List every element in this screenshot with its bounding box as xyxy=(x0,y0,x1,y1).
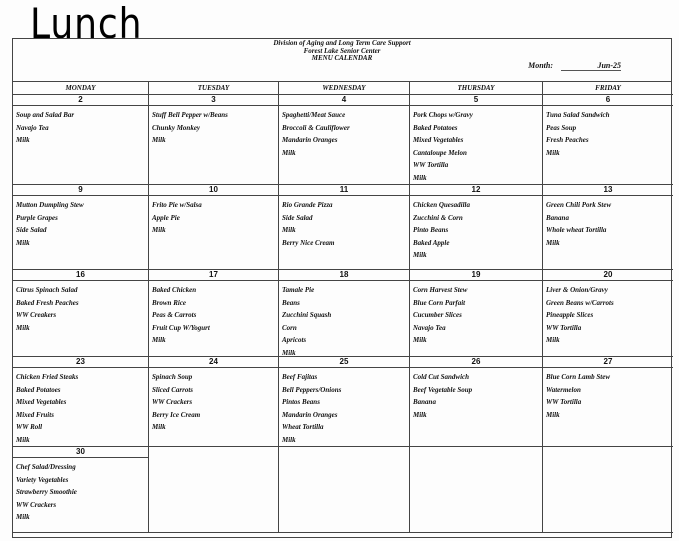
date-number: 25 xyxy=(279,357,409,368)
menu-item: Banana xyxy=(413,398,436,407)
day-header-wednesday: WEDNESDAY xyxy=(279,82,410,95)
menu-calendar-sheet xyxy=(12,38,672,538)
menu-item: Baked Apple xyxy=(413,238,450,247)
day-cell xyxy=(279,447,410,533)
menu-item: Watermelon xyxy=(546,385,581,394)
header-center: Forest Lake Senior Center xyxy=(303,46,381,55)
menu-item: Corn xyxy=(282,323,297,332)
menu-item-list xyxy=(410,281,542,347)
menu-item: Milk xyxy=(546,148,560,157)
menu-item: Baked Potatoes xyxy=(413,123,458,132)
calendar-grid xyxy=(13,81,671,533)
day-cell xyxy=(410,357,543,447)
menu-item-list xyxy=(149,281,278,347)
menu-item: Apple Pie xyxy=(152,213,180,222)
day-cell xyxy=(410,270,543,357)
menu-item-list xyxy=(279,196,409,249)
menu-item: Whole wheat Tortilla xyxy=(546,226,607,235)
menu-item: Peas & Carrots xyxy=(152,311,197,320)
day-cell xyxy=(13,447,149,533)
menu-item: WW Crackers xyxy=(152,398,193,407)
menu-item: WW Tortilla xyxy=(413,161,449,170)
menu-item: Peas Soup xyxy=(546,123,577,132)
menu-item: Mixed Vegetables xyxy=(16,398,67,407)
menu-item: Variety Vegetables xyxy=(16,475,69,484)
menu-item-list xyxy=(410,447,542,450)
menu-item: WW Tortilla xyxy=(546,323,582,332)
menu-item: Baked Potatoes xyxy=(16,385,61,394)
menu-item: Milk xyxy=(413,410,427,419)
date-number: 3 xyxy=(149,95,278,106)
day-cell xyxy=(410,447,543,533)
menu-item: Mutton Dumpling Stew xyxy=(16,201,84,209)
menu-item: Blue Corn Lamb Stew xyxy=(546,373,610,381)
menu-item: Mandarin Oranges xyxy=(282,410,338,419)
menu-item: Spinach Soup xyxy=(152,373,193,381)
menu-item: Pork Chops w/Gravy xyxy=(413,111,473,119)
menu-item: Milk xyxy=(546,238,560,247)
menu-item: Apricots xyxy=(282,336,307,345)
day-header-monday: MONDAY xyxy=(13,82,149,95)
date-number: 20 xyxy=(543,270,673,281)
menu-item: Mixed Fruits xyxy=(16,410,54,419)
date-number: 9 xyxy=(13,185,148,196)
menu-item: Milk xyxy=(282,348,296,357)
date-number: 11 xyxy=(279,185,409,196)
menu-item: Pintos Beans xyxy=(282,398,320,407)
menu-item: Blue Corn Parfait xyxy=(413,298,466,307)
day-cell xyxy=(149,357,279,447)
menu-item: Chicken Quesadilla xyxy=(413,201,470,209)
day-header-thursday: THURSDAY xyxy=(410,82,543,95)
menu-item: Zucchini & Corn xyxy=(413,213,463,222)
menu-item: Green Beans w/Carrots xyxy=(546,298,614,307)
menu-item-list xyxy=(13,281,148,334)
menu-item: Side Salad xyxy=(282,213,313,222)
menu-item: Milk xyxy=(546,410,560,419)
day-header-tuesday: TUESDAY xyxy=(149,82,279,95)
menu-item: Mixed Vegetables xyxy=(413,136,464,145)
day-cell xyxy=(149,95,279,185)
menu-item: Milk xyxy=(16,513,30,522)
menu-item: WW Roll xyxy=(16,423,43,432)
menu-item: Milk xyxy=(546,336,560,345)
menu-item-list xyxy=(149,196,278,237)
menu-item-list xyxy=(410,368,542,421)
menu-item: Milk xyxy=(282,435,296,444)
menu-item: Cucumber Slices xyxy=(413,311,462,320)
menu-item: Strawberry Smoothie xyxy=(16,488,77,497)
menu-item: Cold Cut Sandwich xyxy=(413,373,470,381)
menu-item: Liver & Onion/Gravy xyxy=(546,286,608,294)
menu-item-list xyxy=(279,447,409,450)
day-cell xyxy=(149,447,279,533)
menu-item: Milk xyxy=(413,173,427,182)
menu-item: Fruit Cup W/Yogurt xyxy=(152,323,210,332)
date-number: 24 xyxy=(149,357,278,368)
date-number: 13 xyxy=(543,185,673,196)
header-agency: Division of Aging and Long Term Care Support xyxy=(273,39,411,47)
day-cell xyxy=(13,270,149,357)
day-cell xyxy=(543,357,673,447)
menu-item: Bell Peppers/Onions xyxy=(282,385,342,394)
day-cell xyxy=(543,95,673,185)
menu-item-list xyxy=(279,368,409,447)
menu-item-list xyxy=(543,281,673,347)
menu-item: Stuff Bell Pepper w/Beans xyxy=(152,111,228,119)
menu-item: Milk xyxy=(282,148,296,157)
date-number: 5 xyxy=(410,95,542,106)
menu-item: WW Creakers xyxy=(16,311,57,320)
menu-item-list xyxy=(149,447,278,450)
menu-item: Milk xyxy=(413,251,427,260)
menu-item: Milk xyxy=(16,136,30,145)
day-cell xyxy=(279,95,410,185)
date-number: 6 xyxy=(543,95,673,106)
day-cell xyxy=(13,357,149,447)
menu-item: Tuna Salad Sandwich xyxy=(546,111,610,119)
menu-item: Beef Fajitas xyxy=(282,373,318,381)
date-number: 26 xyxy=(410,357,542,368)
menu-item: Chef Salad/Dressing xyxy=(16,463,76,471)
menu-item: Chicken Fried Steaks xyxy=(16,373,79,381)
date-number: 12 xyxy=(410,185,542,196)
menu-item-list xyxy=(13,196,148,249)
day-cell xyxy=(543,185,673,270)
menu-item: Corn Harvest Stew xyxy=(413,286,468,294)
menu-item-list xyxy=(543,106,673,159)
menu-item: Baked Chicken xyxy=(152,286,197,294)
menu-item: Sliced Carrots xyxy=(152,385,194,394)
menu-item: Wheat Tortilla xyxy=(282,423,324,432)
calendar-header xyxy=(13,39,671,63)
menu-item-list xyxy=(149,368,278,434)
date-number: 2 xyxy=(13,95,148,106)
menu-item: Purple Grapes xyxy=(16,213,58,222)
menu-item-list xyxy=(410,196,542,262)
day-cell xyxy=(279,185,410,270)
menu-item: Milk xyxy=(152,226,166,235)
menu-item-list xyxy=(279,281,409,357)
day-cell xyxy=(13,185,149,270)
menu-item: WW Crackers xyxy=(16,500,57,509)
menu-item-list xyxy=(543,447,673,450)
menu-item: Milk xyxy=(152,336,166,345)
day-cell xyxy=(149,270,279,357)
menu-item: Citrus Spinach Salad xyxy=(16,286,78,294)
menu-item: Berry Ice Cream xyxy=(152,410,201,419)
menu-item: Zucchini Squash xyxy=(282,311,332,320)
date-number: 4 xyxy=(279,95,409,106)
menu-item-list xyxy=(149,106,278,147)
day-cell xyxy=(543,270,673,357)
menu-item-list xyxy=(13,368,148,447)
menu-item: Rio Grande Pizza xyxy=(282,201,333,209)
date-number: 30 xyxy=(13,447,148,458)
menu-item: Milk xyxy=(16,238,30,247)
menu-item: WW Tortilla xyxy=(546,398,582,407)
menu-item-list xyxy=(13,106,148,147)
day-cell xyxy=(543,447,673,533)
day-header-friday: FRIDAY xyxy=(543,82,673,95)
menu-item: Broccoli & Cauliflower xyxy=(282,123,350,132)
menu-item: Milk xyxy=(16,435,30,444)
menu-item: Tamale Pie xyxy=(282,286,315,294)
menu-item: Spaghetti/Meat Sauce xyxy=(282,111,346,119)
month-field xyxy=(528,61,621,71)
header-calendar-label: MENU CALENDAR xyxy=(311,54,373,62)
menu-item: Navajo Tea xyxy=(413,323,446,332)
menu-item: Mandarin Oranges xyxy=(282,136,338,145)
menu-item: Milk xyxy=(152,136,166,145)
day-cell xyxy=(279,270,410,357)
menu-item-list xyxy=(543,368,673,421)
date-number: 17 xyxy=(149,270,278,281)
menu-item: Pinto Beans xyxy=(413,226,449,235)
menu-item-list xyxy=(543,196,673,249)
date-number: 27 xyxy=(543,357,673,368)
menu-item: Milk xyxy=(152,423,166,432)
month-value: Jun-25 xyxy=(561,61,621,71)
date-number: 23 xyxy=(13,357,148,368)
menu-item: Fresh Peaches xyxy=(546,136,589,145)
day-cell xyxy=(279,357,410,447)
menu-item: Navajo Tea xyxy=(16,123,49,132)
day-cell xyxy=(410,185,543,270)
date-number: 16 xyxy=(13,270,148,281)
date-number: 19 xyxy=(410,270,542,281)
day-cell xyxy=(149,185,279,270)
menu-item: Milk xyxy=(282,226,296,235)
menu-item: Pineapple Slices xyxy=(546,311,594,320)
menu-item: Milk xyxy=(16,323,30,332)
date-number: 18 xyxy=(279,270,409,281)
menu-item: Frito Pie w/Salsa xyxy=(152,201,202,209)
menu-item: Brown Rice xyxy=(152,298,187,307)
menu-item: Side Salad xyxy=(16,226,47,235)
handwritten-title: Lunch xyxy=(30,0,143,48)
day-cell xyxy=(13,95,149,185)
menu-item-list xyxy=(13,458,148,524)
day-cell xyxy=(410,95,543,185)
menu-item: Banana xyxy=(546,213,569,222)
menu-item: Baked Fresh Peaches xyxy=(16,298,79,307)
date-number: 10 xyxy=(149,185,278,196)
menu-item: Green Chili Pork Stew xyxy=(546,201,612,209)
menu-item: Cantaloupe Melon xyxy=(413,148,467,157)
menu-item: Berry Nice Cream xyxy=(282,238,335,247)
menu-item: Beef Vegetable Soup xyxy=(413,385,473,394)
menu-item: Milk xyxy=(413,336,427,345)
menu-item-list xyxy=(410,106,542,185)
menu-item: Chunky Monkey xyxy=(152,123,201,132)
menu-item-list xyxy=(279,106,409,159)
menu-item: Beans xyxy=(282,298,300,307)
menu-item: Soup and Salad Bar xyxy=(16,111,75,119)
month-label: Month: xyxy=(528,61,553,70)
